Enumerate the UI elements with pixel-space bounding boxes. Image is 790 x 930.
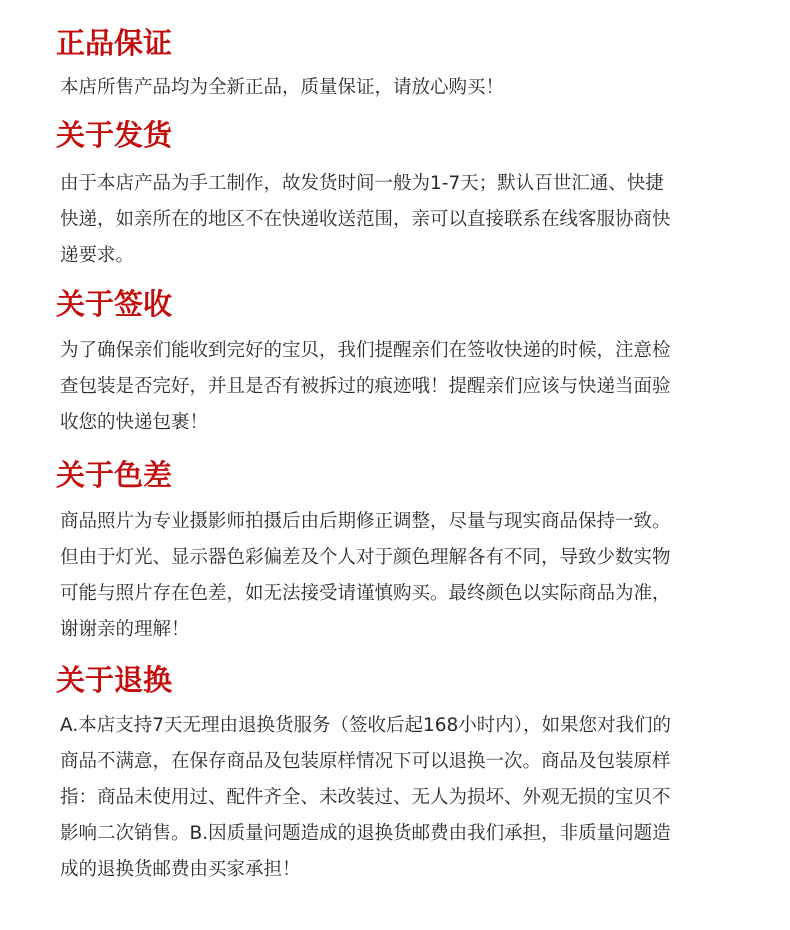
text-line: 本店所售产品均为全新正品，质量保证，请放心购买！ (60, 77, 505, 98)
text-line: 收您的快递包裹！ (60, 412, 209, 433)
text-line: 可能与照片存在色差，如无法接受请谨慎购买。最终颜色以实际商品为准， (60, 583, 671, 604)
section-title-shipping: 关于发货 (56, 118, 173, 152)
text-line: A.本店支持7天无理由退换货服务（签收后起168小时内），如果您对我们的 (60, 715, 672, 736)
text-line: 指：商品未使用过、配件齐全、未改装过、无人为损坏、外观无损的宝贝不 (60, 787, 671, 808)
section-body-shipping (60, 166, 750, 274)
text-line: 但由于灯光、显示器色彩偏差及个人对于颜色理解各有不同，导致少数实物 (60, 547, 671, 568)
text-line: 快递，如亲所在的地区不在快递收送范围，亲可以直接联系在线客服协商快 (60, 209, 671, 230)
text-line: 查包装是否完好，并且是否有被拆过的痕迹哦！提醒亲们应该与快递当面验 (60, 376, 671, 397)
text-line: 谢谢亲的理解！ (60, 619, 190, 640)
section-title-returns: 关于退换 (56, 663, 173, 697)
section-title-color-difference: 关于色差 (56, 458, 173, 492)
text-line: 由于本店产品为手工制作，故发货时间一般为1-7天；默认百世汇通、快捷 (60, 173, 664, 194)
text-line: 影响二次销售。B.因质量问题造成的退换货邮费由我们承担，非质量问题造 (60, 823, 671, 844)
section-body-authenticity (60, 70, 750, 106)
section-title-authenticity: 正品保证 (56, 26, 173, 60)
text-line: 成的退换货邮费由买家承担！ (60, 859, 301, 880)
section-body-color-difference (60, 504, 750, 648)
section-title-receipt: 关于签收 (56, 287, 173, 321)
text-line: 商品不满意，在保存商品及包装原样情况下可以退换一次。商品及包装原样 (60, 751, 671, 772)
section-body-returns (60, 708, 750, 888)
section-body-receipt (60, 333, 750, 441)
text-line: 为了确保亲们能收到完好的宝贝，我们提醒亲们在签收快递的时候，注意检 (60, 340, 671, 361)
text-line: 商品照片为专业摄影师拍摄后由后期修正调整，尽量与现实商品保持一致。 (60, 511, 671, 532)
text-line: 递要求。 (60, 245, 135, 266)
